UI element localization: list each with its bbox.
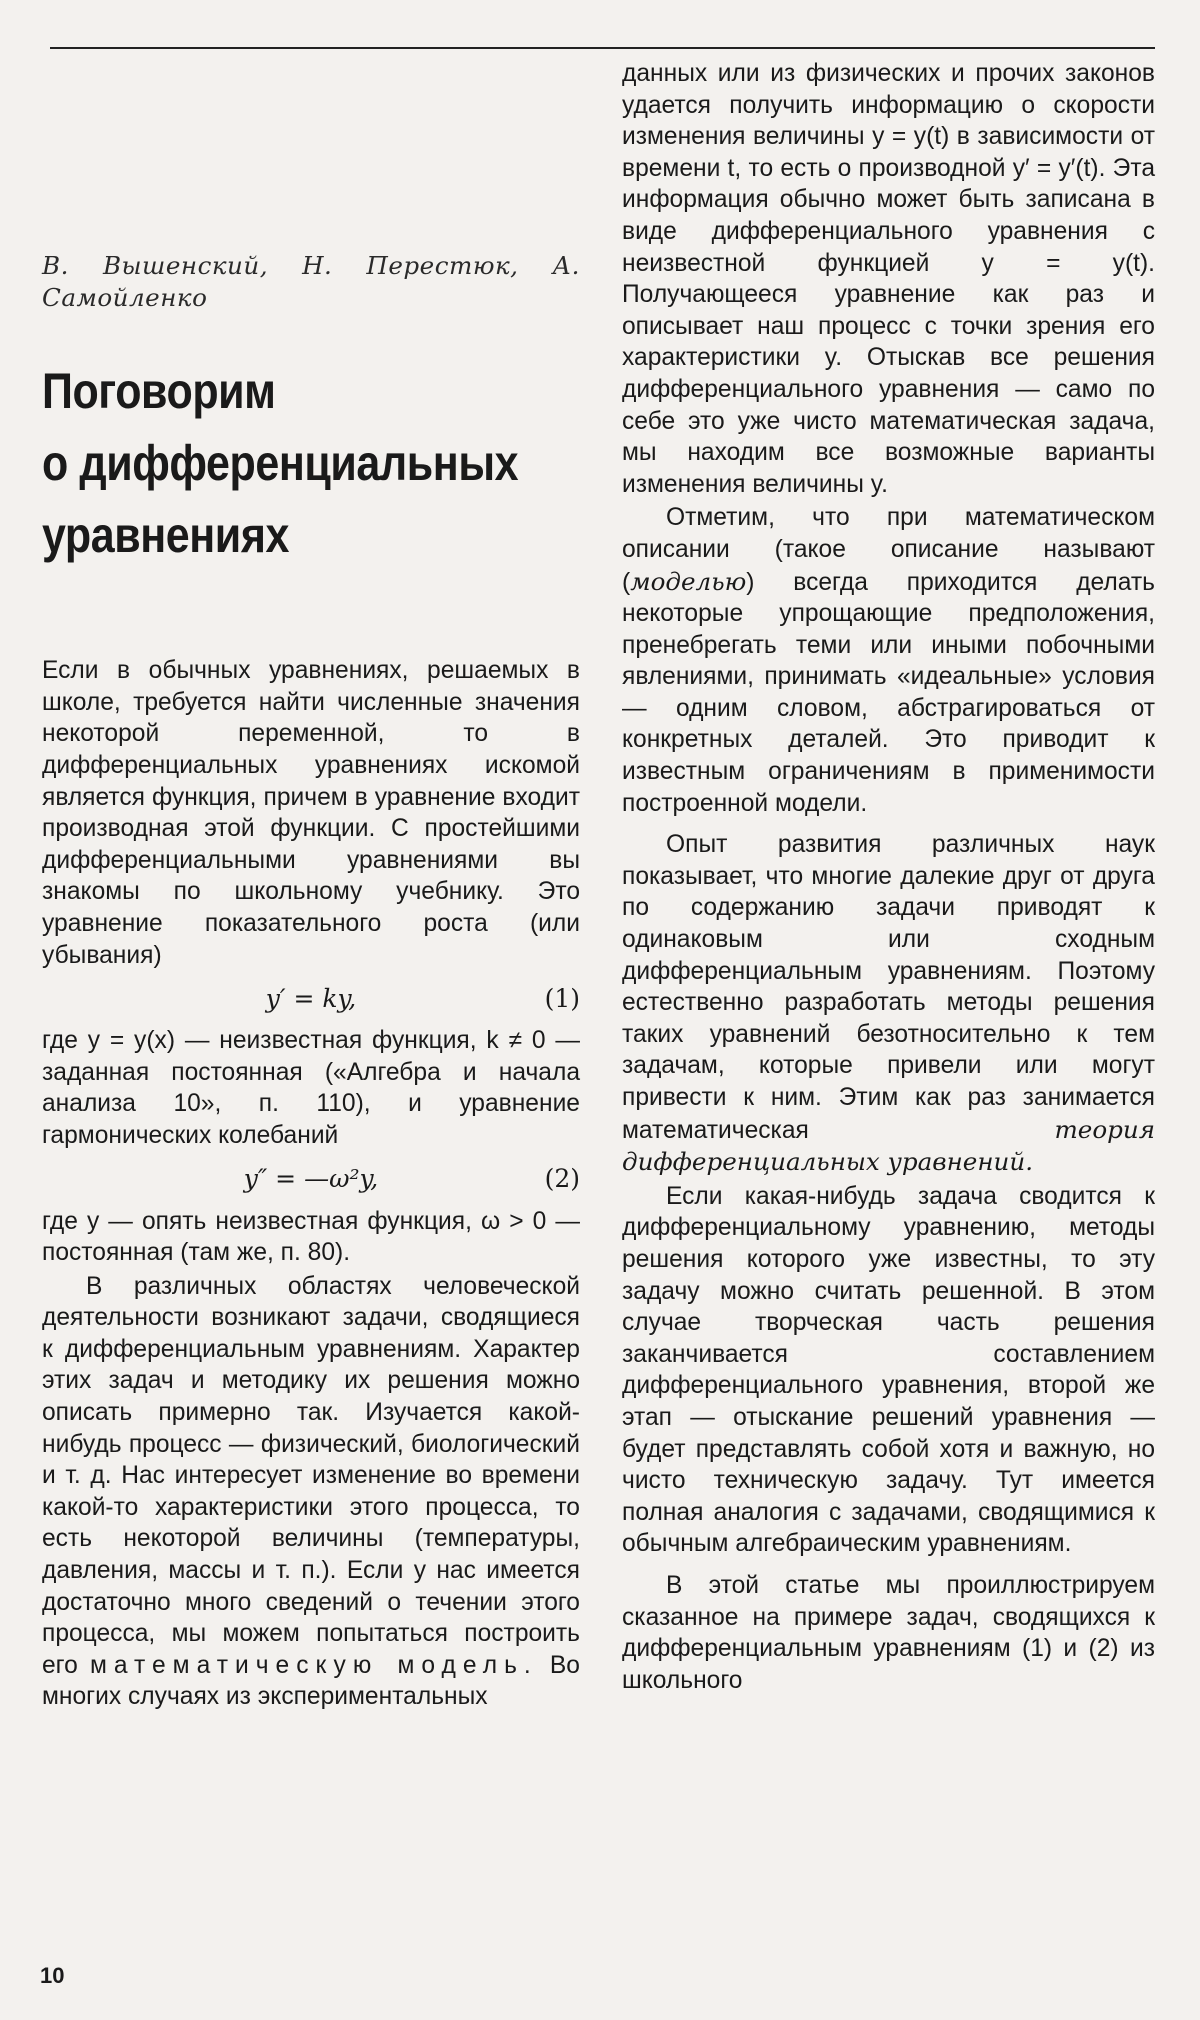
title-line-1: Поговорим — [42, 363, 276, 420]
equation-1-formula: y′ = ky, — [265, 983, 357, 1013]
paragraph-model-text: В различных областях человеческой деятельности возникают задачи, сводящиеся к дифференциальным уравнениям. Характер этих задач и методику их решения можно описать примерно так. Изучается какой-нибудь процесс — физический, биологический и т. д. Нас интересует изменение во времени какой-то характеристики этого процесса, то есть некоторой величины (температуры, давления, массы и т. п.). Если у нас имеется достаточно много сведений о течении этого процесса, мы можем попытаться построить его — [42, 1272, 580, 1679]
paragraph-intro: Если в обычных уравнениях, решаемых в школе, требуется найти численные значения некоторой переменной, то в дифференциальных уравнениях искомой является функция, причем в уравнение входит производная этой функции. С простейшими дифференциальными уравнениями вы знакомы по школьному учебнику. Это уравнение показательного роста (или убывания) — [42, 657, 580, 969]
title-line-3: уравнениях — [42, 507, 289, 564]
equation-2-number: (2) — [544, 1164, 580, 1193]
paragraph-sciences — [622, 829, 1155, 1179]
spaced-term-math-model: математическую модель. — [89, 1651, 538, 1679]
paragraph-eq2-explanation: где y — опять неизвестная функция, ω > 0 — постоянная (там же, п. 80). — [42, 1207, 580, 1267]
paragraph-sciences-a: Опыт развития различных наук показывает, что многие далекие друг от друга по содержанию задачи приводят к одинаковым или сходным дифференциальным уравнениям. Поэтому естественно разработать методы решения таких уравнений безотносительно к тем задачам, которые привели или могут привести к ним. Этим как раз занимается математическая — [622, 831, 1155, 1144]
right-column — [622, 58, 1155, 1696]
paragraph-modeling: Отметим, что при математическом описании (такое описание называют (моделью) всегда приходится делать некоторые упрощающие предположения, пренебрегать теми или иными побочными явлениями, принимать «идеальные» условия — одним словом, абстрагироваться от конкретных деталей. Это приводит к известным ограничениям в применимости построенной модели. — [622, 504, 1155, 817]
authors-byline: В. Вышенский, Н. Перестюк, А. Самойленко — [42, 251, 580, 312]
equation-2 — [42, 1152, 580, 1206]
equation-1-number: (1) — [544, 983, 580, 1013]
paragraph-eq1-explanation: где y = y(x) — неизвестная функция, k ≠ 0 — заданная постоянная («Алгебра и начала анализа 10», п. 110), и уравнение гармонических колебаний — [42, 1027, 580, 1149]
article-title — [42, 355, 575, 571]
italic-term-theory: теория дифференциальных уравнений. — [622, 1114, 1155, 1177]
paragraph-article-aim: В этой статье мы проиллюстрируем сказанное на примере задач, сводящихся к дифференциальным уравнениям (1) и (2) из школьного — [622, 1571, 1155, 1694]
page-number: 10 — [40, 1963, 65, 1988]
title-line-2: о дифференциальных — [42, 435, 519, 492]
left-body — [42, 655, 580, 1713]
paragraph-modeling-a: Отметим, что при математическом описании (такое описание называют — [622, 504, 1155, 563]
paragraph-solved-task: Если какая-нибудь задача сводится к дифференциальному уравнению, методы решения которого уже известны, то эту задачу можно считать решенной. В этом случае творческая часть решения заканчивается составлением дифференциального уравнения, второй же этап — отыскание решений уравнения — будет представлять собой хотя и важную, но чисто техническую задачу. Тут имеется полная аналогия с задачами, сводящимися к обычным алгебраическим уравнениям. — [622, 1182, 1155, 1558]
paragraph-continuation: данных или из физических и прочих законов удается получить информацию о скорости изменения величины y = y(t) в зависимости от времени t, то есть о производной y′ = y′(t). Эта информация обычно может быть записана в виде дифференциального уравнения с неизвестной функцией y = y(t). Получающееся уравнение как раз и описывает наш процесс с точки зрения его характеристики y. Отыскав все решения дифференциального уравнения — само по себе это уже чисто математическая задача, мы находим все возможные варианты изменения величины y. — [622, 60, 1155, 498]
paragraph-modeling-b: ) всегда приходится делать некоторые упрощающие предположения, пренебрегать теми или иными побочными явлениями, принимать «идеальные» условия — одним словом, абстрагироваться от конкретных деталей. Это приводит к известным ограничениям в применимости построенной модели. — [622, 568, 1155, 817]
italic-term-model: моделью — [630, 566, 747, 596]
left-column — [42, 250, 580, 1713]
top-rule — [50, 47, 1155, 49]
paragraph-model — [42, 1271, 580, 1713]
equation-2-formula: y″ = —ω²y, — [243, 1164, 379, 1193]
paragraph-model-end: Во многих случаях из экспериментальных — [42, 1651, 580, 1711]
equation-1 — [42, 971, 580, 1025]
